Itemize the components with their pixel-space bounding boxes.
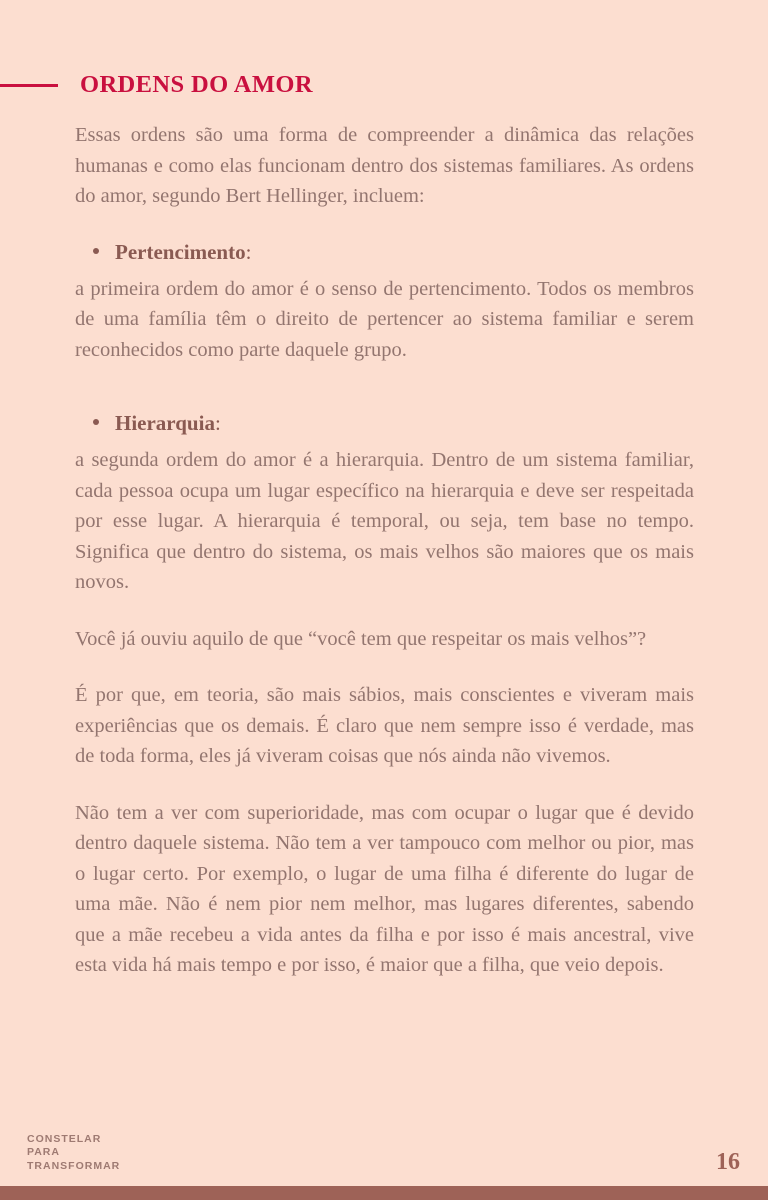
bullet-item-pertencimento [75, 238, 694, 266]
bullet-label-hierarquia: Hierarquia [115, 411, 215, 435]
page-content [75, 120, 694, 981]
bullet-item-hierarquia [75, 409, 694, 437]
bullet-text-hierarquia: a segunda ordem do amor é a hierarquia. Dentro de um sistema familiar, cada pessoa ocupa um lugar específico na hierarquia e deve ser respeitada por esse lugar. A hierarquia é temporal, ou seja, tem base no tempo. Significa que dentro do sistema, os mais velhos são maiores que os mais novos. [75, 449, 694, 593]
spacer [75, 391, 694, 409]
bullet-colon-hierarquia: : [214, 411, 221, 435]
bullet-colon-pertencimento: : [245, 239, 252, 264]
bullet-label-pertencimento: Pertencimento [115, 239, 246, 264]
paragraph-question: Você já ouviu aquilo de que “você tem que respeitar os mais velhos”? [75, 627, 647, 650]
paragraph-place: Não tem a ver com superioridade, mas com ocupar o lugar que é devido dentro daquele sistema. Não tem a ver tampouco com melhor ou pior, mas o lugar certo. Por exemplo, o lugar de uma filha é diferente do lugar de uma mãe. Não é nem pior nem melhor, mas lugares diferentes, sabendo que a mãe recebeu a vida antes da filha e por isso é mais ancestral, vive esta vida há mais tempo e por isso, é maior que a filha, que veio depois. [75, 801, 694, 976]
footer-logo-line-2: PARA [27, 1146, 60, 1158]
page-number: 16 [716, 1149, 740, 1175]
bullet-dot-icon [93, 419, 99, 425]
bullet-dot-icon [93, 248, 99, 254]
section-heading [0, 68, 768, 102]
footer-logo-line-3: TRANSFORMAR [27, 1159, 121, 1172]
page-title: ORDENS DO AMOR [80, 70, 313, 98]
intro-paragraph: Essas ordens são uma forma de compreender a dinâmica das relações humanas e como elas funcionam dentro dos sistemas familiares. As ordens do amor, segundo Bert Hellinger, incluem: [75, 124, 694, 207]
bullet-text-pertencimento: a primeira ordem do amor é o senso de pertencimento. Todos os membros de uma família têm o direito de pertencer ao sistema familiar e serem reconhecidos como parte daquele grupo. [75, 277, 694, 361]
footer-logo-line-1: CONSTELAR [27, 1132, 102, 1145]
footer-logo [27, 1133, 120, 1174]
heading-rule-decoration [0, 84, 58, 87]
footer-bar-decoration [0, 1186, 768, 1200]
paragraph-reason: É por que, em teoria, são mais sábios, mais conscientes e viveram mais experiências que os demais. É claro que nem sempre isso é verdade, mas de toda forma, eles já viveram coisas que nós ainda não vivemos. [75, 684, 694, 767]
